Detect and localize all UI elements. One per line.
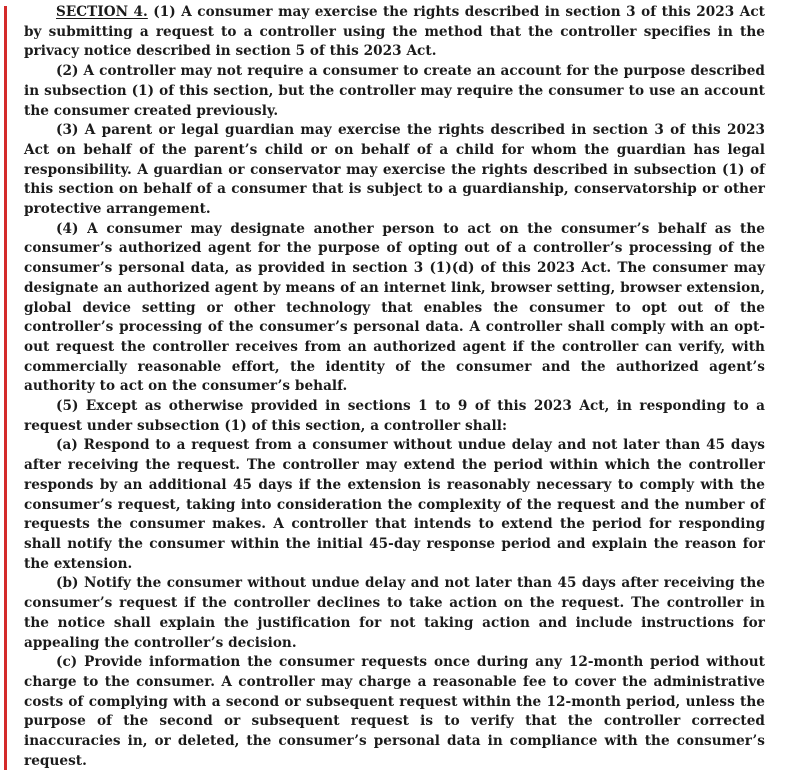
paragraph-section-4-1 xyxy=(24,3,765,62)
paragraph-section-4-2: (2) A controller may not require a consumer to create an account for the purpose described in subsection (1) of this section, but the controller may require the consumer to use an account the consumer created previously. xyxy=(24,63,765,119)
paragraph-section-4-5-c: (c) Provide information the consumer requests once during any 12-month period without charge to the consumer. A controller may charge a reasonable fee to cover the administrative costs of complying with a second or subsequent request within the 12-month period, unless the purpose of the second or subsequent request is to verify that the controller corrected inaccuracies in, or deleted, the consumer’s personal data in compliance with the consumer’s request. xyxy=(24,654,765,769)
section-label: SECTION 4. xyxy=(56,4,148,20)
paragraph-section-4-4: (4) A consumer may designate another person to act on the consumer’s behalf as the consumer’s authorized agent for the purpose of opting out of a controller’s processing of the consumer’s personal data, as provided in section 3 (1)(d) of this 2023 Act. The consumer may designate an authorized agent by means of an internet link, browser setting, browser extension, global device setting or other technology that enables the consumer to opt out of the controller’s processing of the consumer’s personal data. A controller shall comply with an opt-out request the controller receives from an authorized agent if the controller can verify, with commercially reasonable effort, the identity of the consumer and the authorized agent’s authority to act on the consumer’s behalf. xyxy=(24,220,765,395)
paragraph-section-4-3: (3) A parent or legal guardian may exercise the rights described in section 3 of this 2023 Act on behalf of the parent’s child or on behalf of a child for whom the guardian has legal responsibility. A guardian or conservator may exercise the rights described in subsection (1) of this section on behalf of a consumer that is subject to a guardianship, conservatorship or other protective arrangement. xyxy=(24,122,765,218)
paragraph-section-4-5-b: (b) Notify the consumer without undue delay and not later than 45 days after receiving the consumer’s request if the controller declines to take action on the request. The controller in the notice shall explain the justification for not taking action and include instructions for appealing the controller’s decision. xyxy=(24,575,765,651)
paragraph-section-4-5-a: (a) Respond to a request from a consumer without undue delay and not later than 45 days after receiving the request. The controller may extend the period within which the controller responds by an additional 45 days if the extension is reasonably necessary to comply with the consumer’s request, taking into consideration the complexity of the request and the number of requests the consumer makes. A controller that intends to extend the period for responding shall notify the consumer within the initial 45-day response period and explain the reason for the extension. xyxy=(24,437,765,572)
revision-margin-bar xyxy=(4,6,7,770)
paragraph-section-4-5: (5) Except as otherwise provided in sections 1 to 9 of this 2023 Act, in responding to a request under subsection (1) of this section, a controller shall: xyxy=(24,398,765,434)
paragraph-text: (1) A consumer may exercise the rights described in section 3 of this 2023 Act by submitting a request to a controller using the method that the controller specifies in the privacy notice described in section 5 of this 2023 Act. xyxy=(24,4,765,60)
section-text xyxy=(24,3,765,771)
